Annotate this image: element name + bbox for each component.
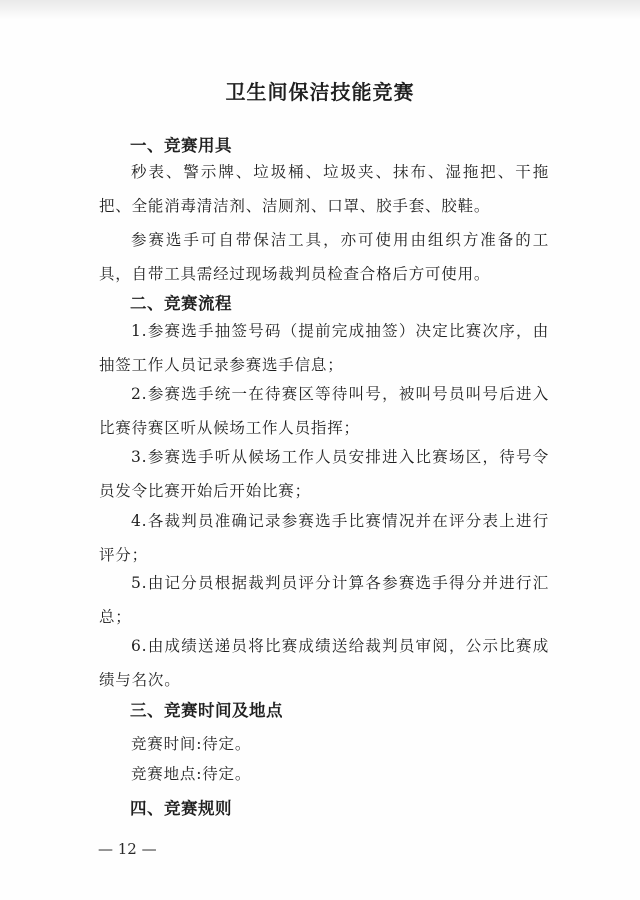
process-step-1: 1.参赛选手抽签号码（提前完成抽签）决定比赛次序，由抽签工作人员记录参赛选手信息； <box>99 322 549 374</box>
process-step-2: 2.参赛选手统一在待赛区等待叫号，被叫号员叫号后进入比赛待赛区听从候场工作人员指挥； <box>99 385 549 437</box>
process-step-4: 4.各裁判员准确记录参赛选手比赛情况并在评分表上进行评分； <box>99 512 549 564</box>
section-heading-process: 二、竞赛流程 <box>130 294 232 313</box>
section-heading-tools: 一、竞赛用具 <box>130 136 232 155</box>
process-step-3: 3.参赛选手听从候场工作人员安排进入比赛场区，待号令员发令比赛开始后开始比赛； <box>99 448 549 500</box>
process-step-6: 6.由成绩送递员将比赛成绩送给裁判员审阅，公示比赛成绩与名次。 <box>99 637 549 689</box>
page-number: — 12 — <box>98 840 157 858</box>
section-heading-rules: 四、竞赛规则 <box>130 799 232 818</box>
scan-edge-shadow <box>0 0 640 20</box>
section-heading-time-place: 三、竞赛时间及地点 <box>130 701 283 720</box>
tools-list-paragraph: 秒表、警示牌、垃圾桶、垃圾夹、抹布、湿拖把、干拖把、全能消毒清洁剂、洁厕剂、口罩、胶手套、胶鞋。 <box>99 163 549 215</box>
competition-time: 竞赛时间:待定。 <box>131 735 252 753</box>
competition-place: 竞赛地点:待定。 <box>131 765 252 783</box>
process-step-5: 5.由记分员根据裁判员评分计算各参赛选手得分并进行汇总； <box>99 574 549 626</box>
document-title: 卫生间保洁技能竞赛 <box>225 80 415 104</box>
tools-note-paragraph: 参赛选手可自带保洁工具，亦可使用由组织方准备的工具，自带工具需经过现场裁判员检查合格后方可使用。 <box>99 231 549 283</box>
